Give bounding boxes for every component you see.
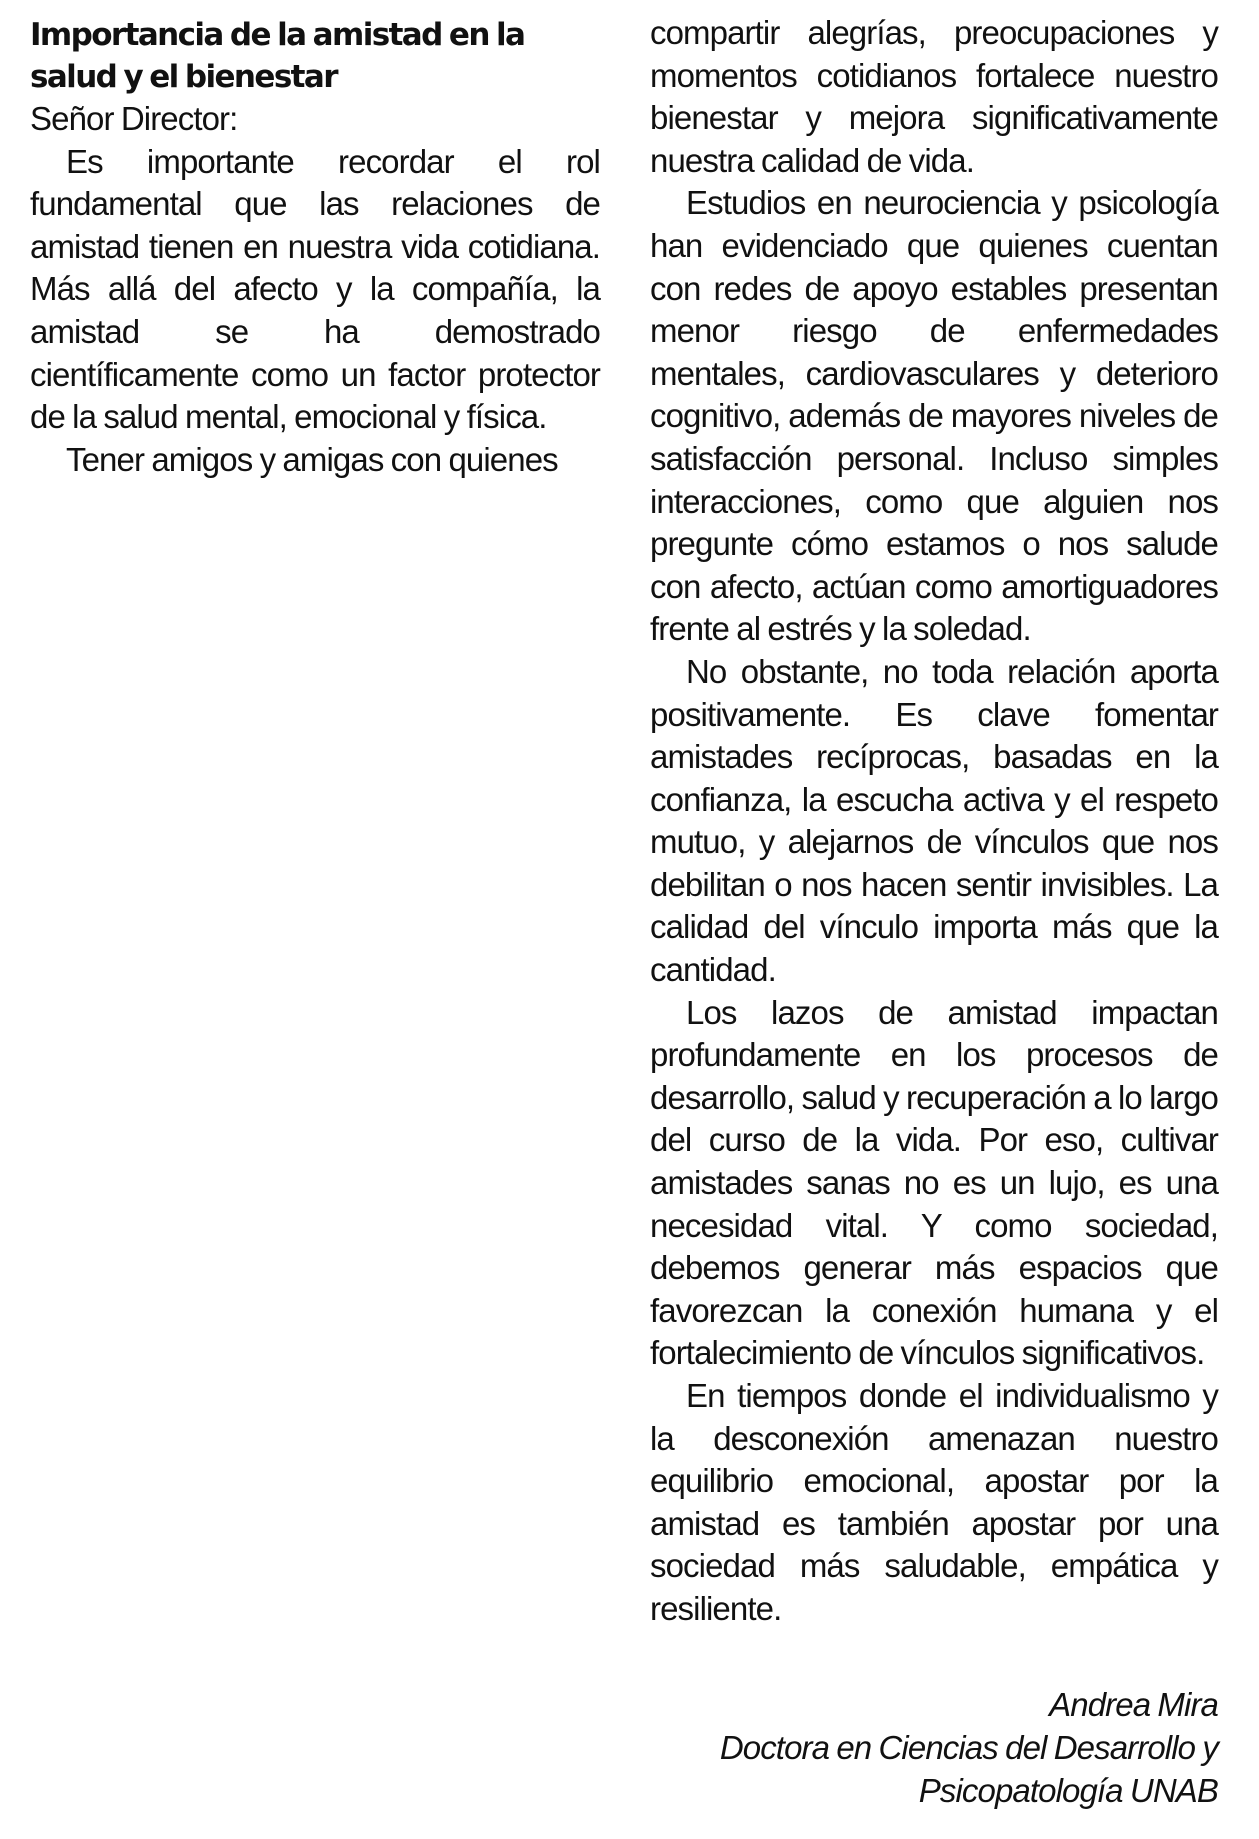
signature-block [518,1683,1218,1812]
signature-role-line-1: Doctora en Ciencias del Desarrollo y [719,1729,1218,1766]
right-column [650,12,1218,1631]
signature-name: Andrea Mira [1049,1686,1218,1723]
paragraph-reciprocity: No obstante, no toda relación aporta positivamente. Es clave fomentar amistades recíprocas, basadas en la confianza, la escucha activa y el respeto mutuo, y alejarnos de vínculos que nos debilitan o nos hacen sentir invisibles. La calidad del vínculo importa más que la cantidad. [650,652,1218,989]
paragraph-friends-continued: compartir alegrías, preocupaciones y momentos cotidianos fortalece nuestro bienestar y mejora significativamente nuestra calidad de vida. [650,14,1218,179]
signature-role-line-2: Psicopatología UNAB [918,1772,1218,1809]
salutation: Señor Director: [30,100,238,137]
left-column [30,12,600,481]
paragraph-bonds: Los lazos de amistad impactan profundamente en los procesos de desarrollo, salud y recuperación a lo largo del curso de la vida. Por eso, cultivar amistades sanas no es un lujo, es una necesidad vital. Y como sociedad, debemos generar más espacios que favorezcan la conexión humana y el fortalecimiento de vínculos significativos. [650,993,1218,1372]
paragraph-friends-start: Tener amigos y amigas con quienes [66,440,558,478]
letter-title: Importancia de la amistad en la salud y el bienestar [30,17,525,95]
paragraph-studies: Estudios en neurociencia y psicología han evidenciado que quienes cuentan con redes de apoyo estables presentan menor riesgo de enfermedades mentales, cardiovasculares y deterioro cognitivo, además de mayores niveles de satisfacción personal. Incluso simples interacciones, como que alguien nos pregunte cómo estamos o nos salude con afecto, actúan como amortiguadores frente al estrés y la soledad. [650,184,1218,648]
paragraph-closing: En tiempos donde el individualismo y la desconexión amenazan nuestro equilibrio emocional, apostar por la amistad es también apostar por una sociedad más saludable, empática y resiliente. [650,1377,1218,1627]
paragraph-intro: Es importante recordar el rol fundamental que las relaciones de amistad tienen en nuestra vida cotidiana. Más allá del afecto y la compañía, la amistad se ha demostrado científicamente como un factor protector de la salud mental, emocional y física. [30,142,600,436]
